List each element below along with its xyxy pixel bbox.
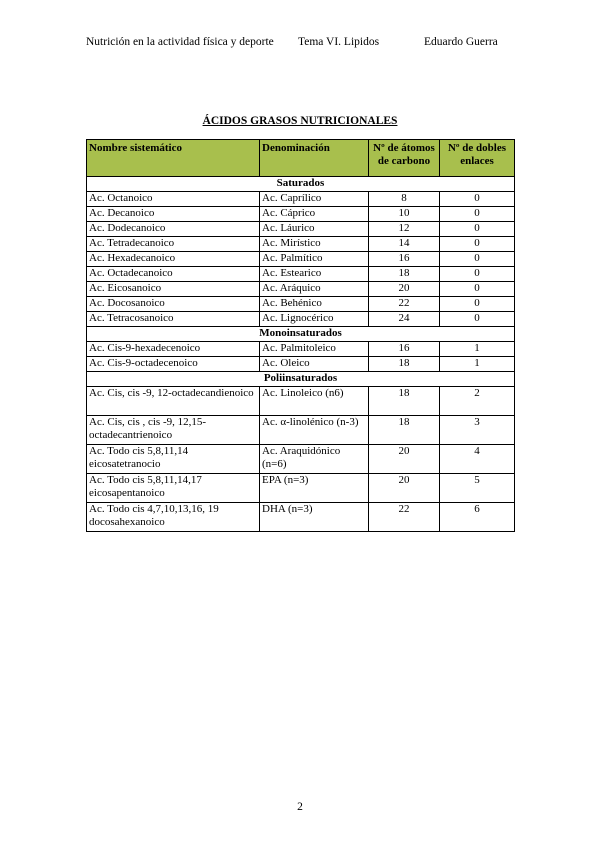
cell-systematic-name: Ac. Cis, cis , cis -9, 12,15-octadecantrienoico bbox=[87, 416, 260, 445]
cell-common-name: Ac. Estearico bbox=[260, 267, 369, 282]
cell-double-bonds: 0 bbox=[440, 297, 515, 312]
section-label: Poliinsaturados bbox=[87, 372, 515, 387]
section-label: Saturados bbox=[87, 177, 515, 192]
cell-common-name: Ac. Aráquico bbox=[260, 282, 369, 297]
table-row bbox=[87, 312, 515, 327]
cell-common-name: EPA (n=3) bbox=[260, 474, 369, 503]
table-row bbox=[87, 416, 515, 445]
cell-systematic-name: Ac. Eicosanoico bbox=[87, 282, 260, 297]
table-row bbox=[87, 474, 515, 503]
document-title: ÁCIDOS GRASOS NUTRICIONALES bbox=[202, 115, 398, 127]
cell-common-name: Ac. Lignocérico bbox=[260, 312, 369, 327]
table-row bbox=[87, 342, 515, 357]
section-row bbox=[87, 372, 515, 387]
table-row bbox=[87, 267, 515, 282]
cell-double-bonds: 5 bbox=[440, 474, 515, 503]
cell-common-name: Ac. Araquidónico (n=6) bbox=[260, 445, 369, 474]
cell-carbon-atoms: 20 bbox=[369, 474, 440, 503]
cell-common-name: Ac. Linoleico (n6) bbox=[260, 387, 369, 416]
cell-carbon-atoms: 16 bbox=[369, 342, 440, 357]
table-row bbox=[87, 297, 515, 312]
cell-common-name: Ac. Mirístico bbox=[260, 237, 369, 252]
cell-double-bonds: 0 bbox=[440, 237, 515, 252]
cell-carbon-atoms: 22 bbox=[369, 297, 440, 312]
cell-common-name: Ac. Palmitoleico bbox=[260, 342, 369, 357]
cell-systematic-name: Ac. Hexadecanoico bbox=[87, 252, 260, 267]
cell-carbon-atoms: 16 bbox=[369, 252, 440, 267]
cell-carbon-atoms: 12 bbox=[369, 222, 440, 237]
table-row bbox=[87, 445, 515, 474]
page-number: 2 bbox=[297, 801, 303, 813]
cell-systematic-name: Ac. Cis, cis -9, 12-octadecandienoico bbox=[87, 387, 260, 416]
cell-systematic-name: Ac. Decanoico bbox=[87, 207, 260, 222]
cell-common-name: Ac. Oleico bbox=[260, 357, 369, 372]
header-topic: Tema VI. Lipidos bbox=[298, 36, 380, 48]
table-row bbox=[87, 282, 515, 297]
cell-double-bonds: 4 bbox=[440, 445, 515, 474]
fatty-acids-table bbox=[86, 139, 515, 532]
table-row bbox=[87, 357, 515, 372]
cell-carbon-atoms: 20 bbox=[369, 445, 440, 474]
cell-systematic-name: Ac. Cis-9-hexadecenoico bbox=[87, 342, 260, 357]
cell-systematic-name: Ac. Docosanoico bbox=[87, 297, 260, 312]
cell-double-bonds: 0 bbox=[440, 222, 515, 237]
cell-carbon-atoms: 24 bbox=[369, 312, 440, 327]
cell-common-name: Ac. Cáprico bbox=[260, 207, 369, 222]
table-row bbox=[87, 503, 515, 532]
table-body bbox=[87, 177, 515, 532]
table-row bbox=[87, 222, 515, 237]
cell-double-bonds: 0 bbox=[440, 252, 515, 267]
cell-carbon-atoms: 18 bbox=[369, 267, 440, 282]
cell-common-name: DHA (n=3) bbox=[260, 503, 369, 532]
table-row bbox=[87, 387, 515, 416]
cell-common-name: Ac. Behénico bbox=[260, 297, 369, 312]
cell-double-bonds: 1 bbox=[440, 357, 515, 372]
section-row bbox=[87, 177, 515, 192]
cell-common-name: Ac. Palmítico bbox=[260, 252, 369, 267]
cell-double-bonds: 0 bbox=[440, 207, 515, 222]
cell-common-name: Ac. Láurico bbox=[260, 222, 369, 237]
table-row bbox=[87, 192, 515, 207]
col-header-systematic-name: Nombre sistemático bbox=[87, 140, 260, 177]
cell-carbon-atoms: 20 bbox=[369, 282, 440, 297]
cell-double-bonds: 0 bbox=[440, 192, 515, 207]
cell-systematic-name: Ac. Todo cis 4,7,10,13,16, 19 docosahexanoico bbox=[87, 503, 260, 532]
cell-carbon-atoms: 14 bbox=[369, 237, 440, 252]
cell-double-bonds: 6 bbox=[440, 503, 515, 532]
cell-carbon-atoms: 18 bbox=[369, 357, 440, 372]
cell-systematic-name: Ac. Tetracosanoico bbox=[87, 312, 260, 327]
header-course: Nutrición en la actividad física y deporte bbox=[86, 36, 274, 48]
cell-double-bonds: 0 bbox=[440, 282, 515, 297]
cell-double-bonds: 3 bbox=[440, 416, 515, 445]
cell-carbon-atoms: 18 bbox=[369, 416, 440, 445]
cell-double-bonds: 0 bbox=[440, 267, 515, 282]
section-row bbox=[87, 327, 515, 342]
cell-carbon-atoms: 18 bbox=[369, 387, 440, 416]
col-header-double-bonds: Nº de dobles enlaces bbox=[440, 140, 515, 177]
cell-systematic-name: Ac. Octanoico bbox=[87, 192, 260, 207]
table-row bbox=[87, 252, 515, 267]
col-header-carbon-atoms: Nº de átomos de carbono bbox=[369, 140, 440, 177]
col-header-common-name: Denominación bbox=[260, 140, 369, 177]
cell-systematic-name: Ac. Cis-9-octadecenoico bbox=[87, 357, 260, 372]
cell-common-name: Ac. Caprílico bbox=[260, 192, 369, 207]
table-row bbox=[87, 237, 515, 252]
cell-carbon-atoms: 22 bbox=[369, 503, 440, 532]
table-header-row bbox=[87, 140, 515, 177]
cell-common-name: Ac. α-linolénico (n-3) bbox=[260, 416, 369, 445]
header-author: Eduardo Guerra bbox=[424, 36, 498, 48]
cell-double-bonds: 1 bbox=[440, 342, 515, 357]
cell-systematic-name: Ac. Tetradecanoico bbox=[87, 237, 260, 252]
section-label: Monoinsaturados bbox=[87, 327, 515, 342]
cell-double-bonds: 0 bbox=[440, 312, 515, 327]
cell-systematic-name: Ac. Todo cis 5,8,11,14 eicosatetranocio bbox=[87, 445, 260, 474]
cell-carbon-atoms: 8 bbox=[369, 192, 440, 207]
cell-double-bonds: 2 bbox=[440, 387, 515, 416]
table-row bbox=[87, 207, 515, 222]
cell-systematic-name: Ac. Todo cis 5,8,11,14,17 eicosapentanoico bbox=[87, 474, 260, 503]
cell-systematic-name: Ac. Octadecanoico bbox=[87, 267, 260, 282]
cell-systematic-name: Ac. Dodecanoico bbox=[87, 222, 260, 237]
cell-carbon-atoms: 10 bbox=[369, 207, 440, 222]
